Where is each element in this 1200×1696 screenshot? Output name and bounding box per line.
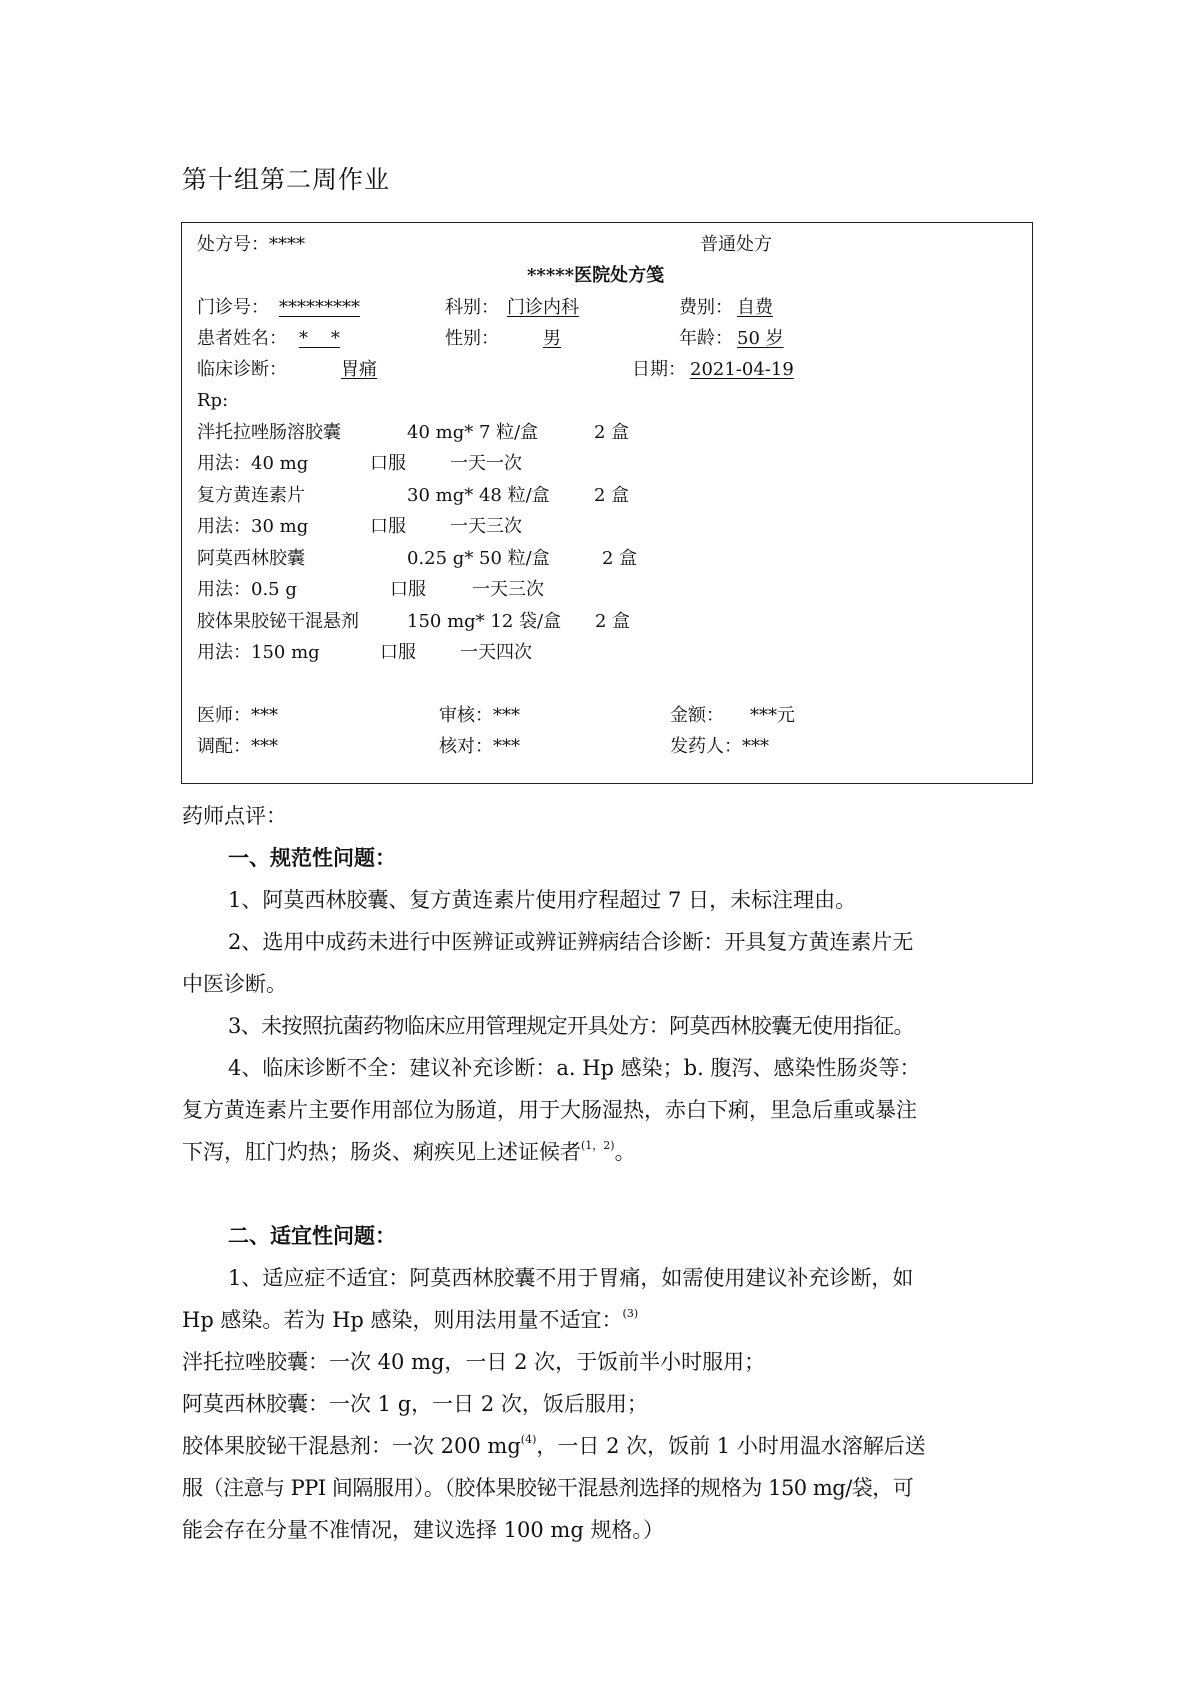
drug-route: 口服 xyxy=(390,579,426,600)
commentary-heading: 药师点评： xyxy=(182,804,287,828)
drug-spec: 0.25 g* 50 粒/盒 xyxy=(407,548,550,569)
drug-route: 口服 xyxy=(370,516,406,537)
doctor-field: 医师：*** xyxy=(197,705,278,726)
drug-qty: 2 盒 xyxy=(594,485,630,506)
section2-item1-cont xyxy=(182,1304,638,1336)
patient-name-label: 患者姓名： xyxy=(197,328,287,349)
drug-name: 复方黄连素片 xyxy=(197,485,305,506)
diagnosis-label: 临床诊断： xyxy=(197,359,287,380)
date-label: 日期： xyxy=(632,359,686,380)
fee-value: 自费 xyxy=(737,297,773,318)
dept-value: 门诊内科 xyxy=(507,297,579,318)
drug-name: 泮托拉唑肠溶胶囊 xyxy=(197,422,341,443)
section1-item3: 3、未按照抗菌药物临床应用管理规定开具处方：阿莫西林胶囊无使用指征。 xyxy=(228,1014,914,1038)
drug-route: 口服 xyxy=(380,642,416,663)
section1-item2-cont: 中医诊断。 xyxy=(182,972,287,996)
dosage-pantoprazole: 泮托拉唑胶囊：一次 40 mg，一日 2 次，于饭前半小时服用； xyxy=(182,1350,766,1374)
section1-item1: 1、阿莫西林胶囊、复方黄连素片使用疗程超过 7 日，未标注理由。 xyxy=(228,888,857,912)
drug-name: 胶体果胶铋干混悬剂 xyxy=(197,611,359,632)
clinic-number: ********* xyxy=(279,297,360,318)
issuer-field: 发药人：*** xyxy=(670,736,769,757)
section2-item1: 1、适应症不适宜：阿莫西林胶囊不用于胃痛，如需使用建议补充诊断，如 xyxy=(228,1266,914,1290)
dept-label: 科别： xyxy=(445,297,499,318)
dosage-bismuth xyxy=(182,1430,926,1462)
drug-usage: 用法：150 mg xyxy=(197,642,320,663)
reference-1-2: (1，2) xyxy=(581,1139,615,1152)
age-label: 年龄： xyxy=(679,328,733,349)
drug-frequency: 一天三次 xyxy=(472,579,544,600)
rx-type: 普通处方 xyxy=(700,234,772,255)
age-value: 50 岁 xyxy=(737,328,784,349)
dosage-bismuth-note: 服（注意与 PPI 间隔服用）。（胶体果胶铋干混悬剂选择的规格为 150 mg/袋，可 xyxy=(182,1476,914,1500)
drug-frequency: 一天一次 xyxy=(450,453,522,474)
section1-item2: 2、选用中成药未进行中医辨证或辨证辨病结合诊断：开具复方黄连素片无 xyxy=(228,930,914,954)
drug-qty: 2 盒 xyxy=(595,611,631,632)
review-field: 审核：*** xyxy=(439,705,520,726)
sex-label: 性别： xyxy=(445,328,499,349)
period: 。 xyxy=(614,1140,636,1164)
amount-label: 金额： xyxy=(670,705,724,726)
clinic-number-label: 门诊号： xyxy=(197,297,269,318)
dosage-amoxicillin: 阿莫西林胶囊：一次 1 g，一日 2 次，饭后服用； xyxy=(182,1392,648,1416)
drug-name: 阿莫西林胶囊 xyxy=(197,548,305,569)
patient-name: * * xyxy=(299,328,340,349)
section2-item1-text: Hp 感染。若为 Hp 感染，则用法用量不适宜： xyxy=(182,1308,623,1332)
drug-route: 口服 xyxy=(370,453,406,474)
drug-frequency: 一天三次 xyxy=(450,516,522,537)
section1-item4-end xyxy=(182,1136,636,1168)
drug-spec: 40 mg* 7 粒/盒 xyxy=(407,422,539,443)
date-value: 2021-04-19 xyxy=(690,359,794,380)
rx-number: 处方号：**** xyxy=(197,234,305,255)
section2-title: 二、适宜性问题： xyxy=(228,1223,396,1248)
amount-value: ***元 xyxy=(750,705,795,726)
check-field: 核对：*** xyxy=(439,736,520,757)
dosage-bismuth-text: 胶体果胶铋干混悬剂：一次 200 mg xyxy=(182,1434,521,1458)
rp-label: Rp: xyxy=(197,390,229,411)
fee-label: 费别： xyxy=(679,297,733,318)
section1-item4-text: 下泻，肛门灼热；肠炎、痢疾见上述证候者 xyxy=(182,1140,581,1164)
page-title: 第十组第二周作业 xyxy=(182,165,391,194)
dosage-bismuth-text-2: ，一日 2 次，饭前 1 小时用温水溶解后送 xyxy=(536,1434,926,1458)
prescription-form xyxy=(181,222,1033,784)
section1-title: 一、规范性问题： xyxy=(228,845,396,870)
section1-item4-cont: 复方黄连素片主要作用部位为肠道，用于大肠湿热，赤白下痢，里急后重或暴注 xyxy=(182,1098,917,1122)
drug-usage: 用法：30 mg xyxy=(197,516,309,537)
hospital-name: *****医院处方笺 xyxy=(527,265,665,286)
reference-3: (3) xyxy=(622,1307,639,1320)
drug-usage: 用法：40 mg xyxy=(197,453,309,474)
drug-qty: 2 盒 xyxy=(594,422,630,443)
drug-spec: 30 mg* 48 粒/盒 xyxy=(407,485,550,506)
drug-spec: 150 mg* 12 袋/盒 xyxy=(407,611,562,632)
section1-item4: 4、临床诊断不全：建议补充诊断：a. Hp 感染；b. 腹泻、感染性肠炎等： xyxy=(228,1056,921,1080)
drug-qty: 2 盒 xyxy=(602,548,638,569)
reference-4: (4) xyxy=(520,1433,537,1446)
sex-value: 男 xyxy=(543,328,561,349)
dispense-field: 调配：*** xyxy=(197,736,278,757)
drug-frequency: 一天四次 xyxy=(460,642,532,663)
dosage-bismuth-note-end: 能会存在分量不准情况，建议选择 100 mg 规格。） xyxy=(182,1518,664,1542)
diagnosis-value: 胃痛 xyxy=(341,359,377,380)
drug-usage: 用法：0.5 g xyxy=(197,579,297,600)
